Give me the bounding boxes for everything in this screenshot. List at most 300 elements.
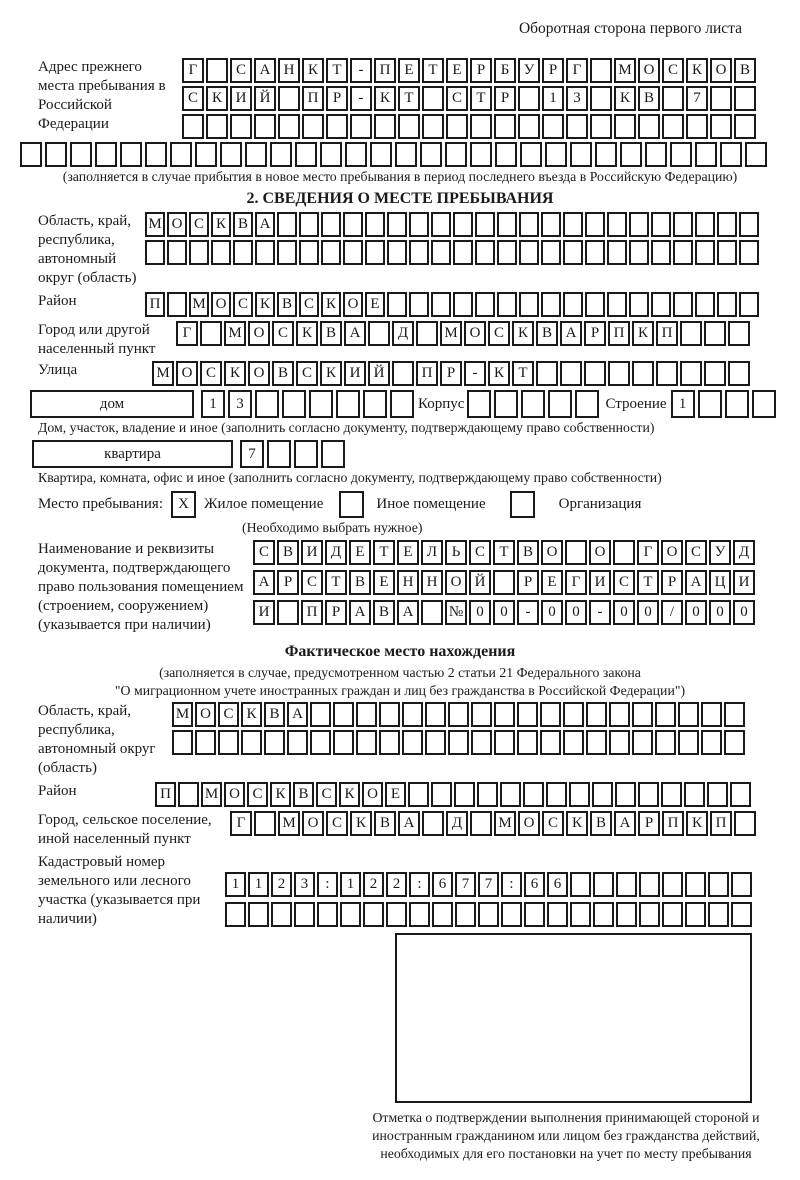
char-cell[interactable]: А: [685, 570, 707, 595]
char-cell[interactable]: [519, 240, 539, 265]
char-cell[interactable]: [477, 782, 498, 807]
char-cell[interactable]: О: [176, 361, 198, 386]
char-cell[interactable]: К: [206, 86, 228, 111]
char-cell[interactable]: [145, 240, 165, 265]
char-cell[interactable]: 0: [685, 600, 707, 625]
char-cell[interactable]: :: [409, 872, 430, 897]
char-cell[interactable]: [422, 811, 444, 836]
char-cell[interactable]: [422, 114, 444, 139]
char-cell[interactable]: [616, 872, 637, 897]
char-cell[interactable]: С: [326, 811, 348, 836]
char-cell[interactable]: [409, 212, 429, 237]
char-cell[interactable]: [586, 730, 607, 755]
char-cell[interactable]: В: [536, 321, 558, 346]
char-cell[interactable]: 0: [637, 600, 659, 625]
char-cell[interactable]: М: [224, 321, 246, 346]
char-cell[interactable]: 7: [240, 440, 264, 468]
char-cell[interactable]: [170, 142, 192, 167]
char-cell[interactable]: 2: [386, 872, 407, 897]
char-cell[interactable]: [728, 321, 750, 346]
char-cell[interactable]: И: [230, 86, 252, 111]
char-cell[interactable]: Т: [637, 570, 659, 595]
char-cell[interactable]: [494, 114, 516, 139]
char-cell[interactable]: [309, 390, 333, 418]
char-cell[interactable]: С: [662, 58, 684, 83]
char-cell[interactable]: [475, 212, 495, 237]
char-cell[interactable]: [662, 872, 683, 897]
char-cell[interactable]: Е: [397, 540, 419, 565]
char-cell[interactable]: [475, 240, 495, 265]
char-cell[interactable]: В: [233, 212, 253, 237]
char-cell[interactable]: [607, 212, 627, 237]
char-cell[interactable]: [333, 730, 354, 755]
char-cell[interactable]: А: [344, 321, 366, 346]
char-cell[interactable]: В: [638, 86, 660, 111]
char-cell[interactable]: [254, 811, 276, 836]
char-cell[interactable]: [695, 212, 715, 237]
char-cell[interactable]: С: [253, 540, 275, 565]
char-cell[interactable]: Д: [733, 540, 755, 565]
char-cell[interactable]: Й: [368, 361, 390, 386]
char-cell[interactable]: [651, 240, 671, 265]
char-cell[interactable]: [563, 702, 584, 727]
char-cell[interactable]: [368, 321, 390, 346]
char-cell[interactable]: К: [566, 811, 588, 836]
char-cell[interactable]: [518, 114, 540, 139]
char-cell[interactable]: [570, 872, 591, 897]
char-cell[interactable]: [455, 902, 476, 927]
char-cell[interactable]: [519, 292, 539, 317]
char-cell[interactable]: В: [293, 782, 314, 807]
char-cell[interactable]: [701, 730, 722, 755]
char-cell[interactable]: Д: [392, 321, 414, 346]
char-cell[interactable]: П: [301, 600, 323, 625]
char-cell[interactable]: Р: [325, 600, 347, 625]
char-cell[interactable]: [408, 782, 429, 807]
char-cell[interactable]: [731, 872, 752, 897]
char-cell[interactable]: Р: [517, 570, 539, 595]
char-cell[interactable]: [271, 902, 292, 927]
char-cell[interactable]: [632, 361, 654, 386]
char-cell[interactable]: [620, 142, 642, 167]
char-cell[interactable]: И: [589, 570, 611, 595]
char-cell[interactable]: [570, 902, 591, 927]
char-cell[interactable]: [678, 702, 699, 727]
char-cell[interactable]: [546, 782, 567, 807]
char-cell[interactable]: С: [218, 702, 239, 727]
char-cell[interactable]: П: [656, 321, 678, 346]
char-cell[interactable]: [613, 540, 635, 565]
char-cell[interactable]: [731, 902, 752, 927]
char-cell[interactable]: С: [182, 86, 204, 111]
char-cell[interactable]: [678, 730, 699, 755]
char-cell[interactable]: [365, 240, 385, 265]
char-cell[interactable]: А: [255, 212, 275, 237]
char-cell[interactable]: [745, 142, 767, 167]
char-cell[interactable]: С: [613, 570, 635, 595]
char-cell[interactable]: Р: [638, 811, 660, 836]
char-cell[interactable]: [541, 292, 561, 317]
char-cell[interactable]: 6: [432, 872, 453, 897]
char-cell[interactable]: С: [247, 782, 268, 807]
char-cell[interactable]: [365, 212, 385, 237]
char-cell[interactable]: В: [374, 811, 396, 836]
char-cell[interactable]: [478, 902, 499, 927]
char-cell[interactable]: К: [686, 811, 708, 836]
char-cell[interactable]: [326, 114, 348, 139]
char-cell[interactable]: [585, 240, 605, 265]
char-cell[interactable]: К: [270, 782, 291, 807]
char-cell[interactable]: [593, 902, 614, 927]
char-cell[interactable]: [563, 730, 584, 755]
char-cell[interactable]: [270, 142, 292, 167]
char-cell[interactable]: [294, 902, 315, 927]
char-cell[interactable]: [95, 142, 117, 167]
char-cell[interactable]: [590, 86, 612, 111]
char-cell[interactable]: Е: [446, 58, 468, 83]
char-cell[interactable]: [453, 292, 473, 317]
char-cell[interactable]: [728, 361, 750, 386]
char-cell[interactable]: О: [167, 212, 187, 237]
char-cell[interactable]: С: [469, 540, 491, 565]
char-cell[interactable]: О: [445, 570, 467, 595]
char-cell[interactable]: [295, 142, 317, 167]
char-cell[interactable]: [343, 240, 363, 265]
char-cell[interactable]: [218, 730, 239, 755]
char-cell[interactable]: [563, 292, 583, 317]
char-cell[interactable]: О: [343, 292, 363, 317]
char-cell[interactable]: №: [445, 600, 467, 625]
char-cell[interactable]: О: [211, 292, 231, 317]
char-cell[interactable]: Д: [446, 811, 468, 836]
char-cell[interactable]: [248, 902, 269, 927]
char-cell[interactable]: [475, 292, 495, 317]
char-cell[interactable]: [656, 361, 678, 386]
char-cell[interactable]: [639, 902, 660, 927]
char-cell[interactable]: [387, 240, 407, 265]
char-cell[interactable]: [431, 212, 451, 237]
char-cell[interactable]: [350, 114, 372, 139]
char-cell[interactable]: В: [590, 811, 612, 836]
char-cell[interactable]: [421, 600, 443, 625]
char-cell[interactable]: Б: [494, 58, 516, 83]
char-cell[interactable]: С: [200, 361, 222, 386]
char-cell[interactable]: [494, 390, 518, 418]
char-cell[interactable]: /: [661, 600, 683, 625]
char-cell[interactable]: А: [287, 702, 308, 727]
char-cell[interactable]: О: [710, 58, 732, 83]
char-cell[interactable]: П: [662, 811, 684, 836]
char-cell[interactable]: [402, 702, 423, 727]
char-cell[interactable]: [220, 142, 242, 167]
char-cell[interactable]: [707, 782, 728, 807]
char-cell[interactable]: [536, 361, 558, 386]
char-cell[interactable]: М: [278, 811, 300, 836]
char-cell[interactable]: [497, 292, 517, 317]
char-cell[interactable]: [524, 902, 545, 927]
char-cell[interactable]: [310, 702, 331, 727]
char-cell[interactable]: У: [518, 58, 540, 83]
char-cell[interactable]: [638, 114, 660, 139]
char-cell[interactable]: [616, 902, 637, 927]
char-cell[interactable]: Е: [349, 540, 371, 565]
char-cell[interactable]: П: [374, 58, 396, 83]
char-cell[interactable]: М: [201, 782, 222, 807]
char-cell[interactable]: О: [661, 540, 683, 565]
char-cell[interactable]: [390, 390, 414, 418]
char-cell[interactable]: [607, 292, 627, 317]
char-cell[interactable]: Т: [470, 86, 492, 111]
char-cell[interactable]: [299, 240, 319, 265]
char-cell[interactable]: В: [272, 361, 294, 386]
char-cell[interactable]: [211, 240, 231, 265]
char-cell[interactable]: [501, 902, 522, 927]
char-cell[interactable]: [563, 240, 583, 265]
char-cell[interactable]: [497, 212, 517, 237]
char-cell[interactable]: [178, 782, 199, 807]
char-cell[interactable]: Л: [421, 540, 443, 565]
char-cell[interactable]: [470, 142, 492, 167]
char-cell[interactable]: [345, 142, 367, 167]
char-cell[interactable]: О: [589, 540, 611, 565]
char-cell[interactable]: [701, 702, 722, 727]
char-cell[interactable]: Т: [326, 58, 348, 83]
char-cell[interactable]: [493, 570, 515, 595]
char-cell[interactable]: [593, 872, 614, 897]
char-cell[interactable]: [448, 730, 469, 755]
char-cell[interactable]: [282, 390, 306, 418]
char-cell[interactable]: [233, 240, 253, 265]
char-cell[interactable]: [563, 212, 583, 237]
char-cell[interactable]: Р: [277, 570, 299, 595]
char-cell[interactable]: О: [638, 58, 660, 83]
char-cell[interactable]: [680, 321, 702, 346]
char-cell[interactable]: [471, 730, 492, 755]
char-cell[interactable]: [277, 240, 297, 265]
char-cell[interactable]: [172, 730, 193, 755]
char-cell[interactable]: О: [248, 321, 270, 346]
char-cell[interactable]: А: [398, 811, 420, 836]
char-cell[interactable]: С: [189, 212, 209, 237]
char-cell[interactable]: В: [264, 702, 285, 727]
char-cell[interactable]: О: [541, 540, 563, 565]
char-cell[interactable]: С: [446, 86, 468, 111]
char-cell[interactable]: Й: [469, 570, 491, 595]
char-cell[interactable]: [370, 142, 392, 167]
char-cell[interactable]: [569, 782, 590, 807]
char-cell[interactable]: С: [685, 540, 707, 565]
char-cell[interactable]: С: [316, 782, 337, 807]
char-cell[interactable]: Г: [565, 570, 587, 595]
char-cell[interactable]: [495, 142, 517, 167]
char-cell[interactable]: В: [517, 540, 539, 565]
char-cell[interactable]: М: [152, 361, 174, 386]
char-cell[interactable]: [225, 902, 246, 927]
char-cell[interactable]: [698, 390, 722, 418]
char-cell[interactable]: А: [253, 570, 275, 595]
char-cell[interactable]: [264, 730, 285, 755]
char-cell[interactable]: Г: [566, 58, 588, 83]
char-cell[interactable]: [570, 142, 592, 167]
char-cell[interactable]: [752, 390, 776, 418]
char-cell[interactable]: [431, 292, 451, 317]
char-cell[interactable]: [340, 902, 361, 927]
stay-option-residential-checkbox[interactable]: X: [171, 491, 196, 518]
char-cell[interactable]: [739, 212, 759, 237]
char-cell[interactable]: Р: [326, 86, 348, 111]
char-cell[interactable]: [206, 58, 228, 83]
char-cell[interactable]: А: [560, 321, 582, 346]
char-cell[interactable]: [336, 390, 360, 418]
char-cell[interactable]: [20, 142, 42, 167]
char-cell[interactable]: [392, 361, 414, 386]
char-cell[interactable]: [409, 240, 429, 265]
char-cell[interactable]: [739, 240, 759, 265]
char-cell[interactable]: [655, 730, 676, 755]
char-cell[interactable]: К: [296, 321, 318, 346]
char-cell[interactable]: П: [302, 86, 324, 111]
char-cell[interactable]: Д: [325, 540, 347, 565]
char-cell[interactable]: [409, 902, 430, 927]
char-cell[interactable]: [195, 730, 216, 755]
char-cell[interactable]: :: [317, 872, 338, 897]
stay-option-other-checkbox[interactable]: [339, 491, 364, 518]
char-cell[interactable]: [494, 730, 515, 755]
char-cell[interactable]: [629, 240, 649, 265]
char-cell[interactable]: [629, 292, 649, 317]
char-cell[interactable]: -: [589, 600, 611, 625]
char-cell[interactable]: [717, 292, 737, 317]
char-cell[interactable]: Е: [365, 292, 385, 317]
char-cell[interactable]: [387, 212, 407, 237]
char-cell[interactable]: [398, 114, 420, 139]
char-cell[interactable]: [730, 782, 751, 807]
char-cell[interactable]: 1: [542, 86, 564, 111]
char-cell[interactable]: 0: [733, 600, 755, 625]
char-cell[interactable]: 1: [671, 390, 695, 418]
char-cell[interactable]: К: [255, 292, 275, 317]
char-cell[interactable]: [661, 782, 682, 807]
char-cell[interactable]: В: [277, 540, 299, 565]
char-cell[interactable]: [673, 240, 693, 265]
char-cell[interactable]: [632, 702, 653, 727]
char-cell[interactable]: [632, 730, 653, 755]
char-cell[interactable]: [724, 730, 745, 755]
char-cell[interactable]: -: [350, 58, 372, 83]
char-cell[interactable]: [541, 240, 561, 265]
char-cell[interactable]: 7: [478, 872, 499, 897]
char-cell[interactable]: [680, 361, 702, 386]
char-cell[interactable]: [470, 811, 492, 836]
char-cell[interactable]: [386, 902, 407, 927]
char-cell[interactable]: [245, 142, 267, 167]
char-cell[interactable]: О: [302, 811, 324, 836]
char-cell[interactable]: [521, 390, 545, 418]
char-cell[interactable]: -: [517, 600, 539, 625]
char-cell[interactable]: [453, 212, 473, 237]
char-cell[interactable]: [497, 240, 517, 265]
char-cell[interactable]: [638, 782, 659, 807]
char-cell[interactable]: [255, 240, 275, 265]
char-cell[interactable]: [363, 902, 384, 927]
char-cell[interactable]: Т: [512, 361, 534, 386]
char-cell[interactable]: [739, 292, 759, 317]
char-cell[interactable]: К: [211, 212, 231, 237]
char-cell[interactable]: [445, 142, 467, 167]
char-cell[interactable]: В: [320, 321, 342, 346]
char-cell[interactable]: [409, 292, 429, 317]
char-cell[interactable]: Г: [637, 540, 659, 565]
char-cell[interactable]: Г: [230, 811, 252, 836]
char-cell[interactable]: А: [254, 58, 276, 83]
char-cell[interactable]: [420, 142, 442, 167]
char-cell[interactable]: [708, 902, 729, 927]
char-cell[interactable]: [402, 730, 423, 755]
char-cell[interactable]: [651, 292, 671, 317]
char-cell[interactable]: М: [614, 58, 636, 83]
char-cell[interactable]: [540, 730, 561, 755]
char-cell[interactable]: [471, 702, 492, 727]
char-cell[interactable]: [241, 730, 262, 755]
char-cell[interactable]: Р: [494, 86, 516, 111]
char-cell[interactable]: [662, 114, 684, 139]
char-cell[interactable]: Т: [422, 58, 444, 83]
char-cell[interactable]: 2: [363, 872, 384, 897]
char-cell[interactable]: -: [464, 361, 486, 386]
char-cell[interactable]: [518, 86, 540, 111]
char-cell[interactable]: [545, 142, 567, 167]
char-cell[interactable]: [500, 782, 521, 807]
char-cell[interactable]: Н: [278, 58, 300, 83]
char-cell[interactable]: [560, 361, 582, 386]
char-cell[interactable]: 3: [294, 872, 315, 897]
char-cell[interactable]: Р: [440, 361, 462, 386]
char-cell[interactable]: 0: [469, 600, 491, 625]
char-cell[interactable]: 1: [201, 390, 225, 418]
char-cell[interactable]: Т: [493, 540, 515, 565]
char-cell[interactable]: [592, 782, 613, 807]
char-cell[interactable]: [320, 142, 342, 167]
char-cell[interactable]: [120, 142, 142, 167]
char-cell[interactable]: [734, 114, 756, 139]
char-cell[interactable]: [710, 86, 732, 111]
char-cell[interactable]: М: [440, 321, 462, 346]
char-cell[interactable]: [294, 440, 318, 468]
char-cell[interactable]: [734, 86, 756, 111]
char-cell[interactable]: К: [320, 361, 342, 386]
char-cell[interactable]: [540, 702, 561, 727]
char-cell[interactable]: [374, 114, 396, 139]
char-cell[interactable]: [145, 142, 167, 167]
char-cell[interactable]: [725, 390, 749, 418]
char-cell[interactable]: [182, 114, 204, 139]
char-cell[interactable]: [195, 142, 217, 167]
char-cell[interactable]: [585, 212, 605, 237]
char-cell[interactable]: Е: [385, 782, 406, 807]
char-cell[interactable]: 1: [248, 872, 269, 897]
char-cell[interactable]: [585, 292, 605, 317]
char-cell[interactable]: И: [253, 600, 275, 625]
char-cell[interactable]: [317, 902, 338, 927]
char-cell[interactable]: [704, 321, 726, 346]
char-cell[interactable]: 6: [524, 872, 545, 897]
char-cell[interactable]: Н: [421, 570, 443, 595]
char-cell[interactable]: К: [241, 702, 262, 727]
char-cell[interactable]: [695, 292, 715, 317]
char-cell[interactable]: [287, 730, 308, 755]
char-cell[interactable]: [717, 212, 737, 237]
char-cell[interactable]: Т: [373, 540, 395, 565]
